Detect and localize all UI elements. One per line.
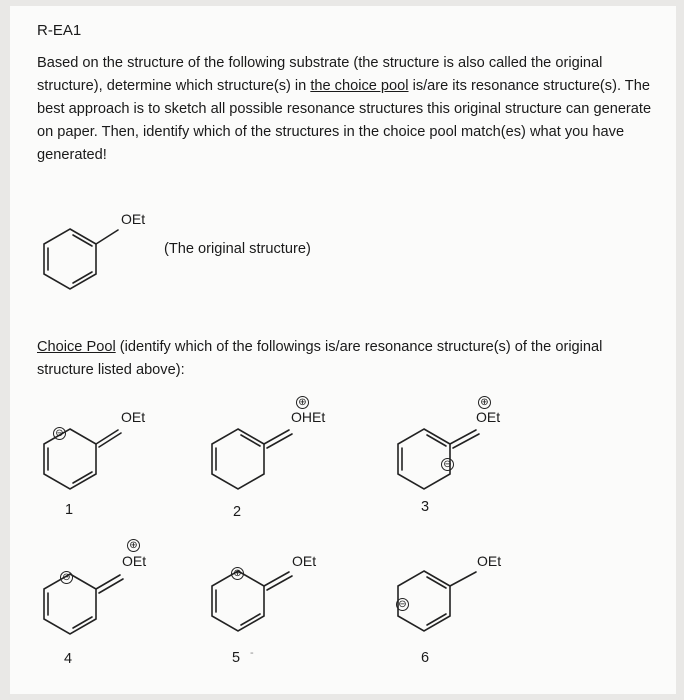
choice-1-label: OEt	[121, 409, 146, 425]
choice-pool-heading: Choice Pool	[37, 339, 116, 355]
choice-6-negative-charge: ⊖	[396, 598, 409, 611]
choice-pool-link[interactable]: the choice pool	[310, 78, 409, 94]
choice-3-ring	[398, 429, 479, 489]
choice-5-number: 5	[232, 650, 241, 666]
original-caption: (The original structure)	[164, 241, 311, 257]
choice-3-positive-charge: ⊕	[478, 396, 491, 409]
instructions-text-2: is/are its resonance structure(s). The best approach is to sketch all possible resonance structures this original structure can generate on paper. Then, identify which of the structures in the choice pool match(es) what you have generated!	[37, 78, 652, 163]
choice-pool-text: (identify which of the followings is/are resonance structure(s) of the original structure listed above):	[37, 339, 603, 378]
choice-6-number: 6	[421, 650, 430, 666]
original-substituent-label: OEt	[121, 211, 146, 227]
instructions-text-1: Based on the structure of the following substrate (the structure is also called the original structure), determine which structure(s) in	[37, 55, 603, 94]
choice-5-ring	[212, 571, 292, 631]
choice-2-ring	[212, 429, 292, 489]
choice-2-label: OHEt	[291, 409, 326, 425]
question-id: R-EA1	[37, 22, 82, 39]
stray-mark: -	[250, 647, 254, 659]
choice-pool-instructions	[37, 336, 637, 382]
choice-4-negative-charge: ⊖	[60, 571, 73, 584]
choice-3-negative-charge: ⊖	[441, 458, 454, 471]
choice-5-label: OEt	[292, 553, 317, 569]
choice-1-negative-charge: ⊖	[53, 427, 66, 440]
choice-2-number: 2	[233, 504, 242, 520]
choice-3-number: 3	[421, 499, 430, 515]
choice-1-number: 1	[65, 502, 74, 518]
original-ring	[44, 229, 118, 289]
choice-6-ring	[398, 571, 476, 631]
choice-4-ring	[44, 574, 123, 634]
choice-5-positive-charge: ⊕	[231, 567, 244, 580]
question-page	[10, 6, 676, 694]
choice-4-number: 4	[64, 651, 73, 667]
choice-4-label: OEt	[122, 553, 147, 569]
choice-6-label: OEt	[477, 553, 502, 569]
choice-4-positive-charge: ⊕	[127, 539, 140, 552]
choice-3-label: OEt	[476, 409, 501, 425]
choice-2-positive-charge: ⊕	[296, 396, 309, 409]
